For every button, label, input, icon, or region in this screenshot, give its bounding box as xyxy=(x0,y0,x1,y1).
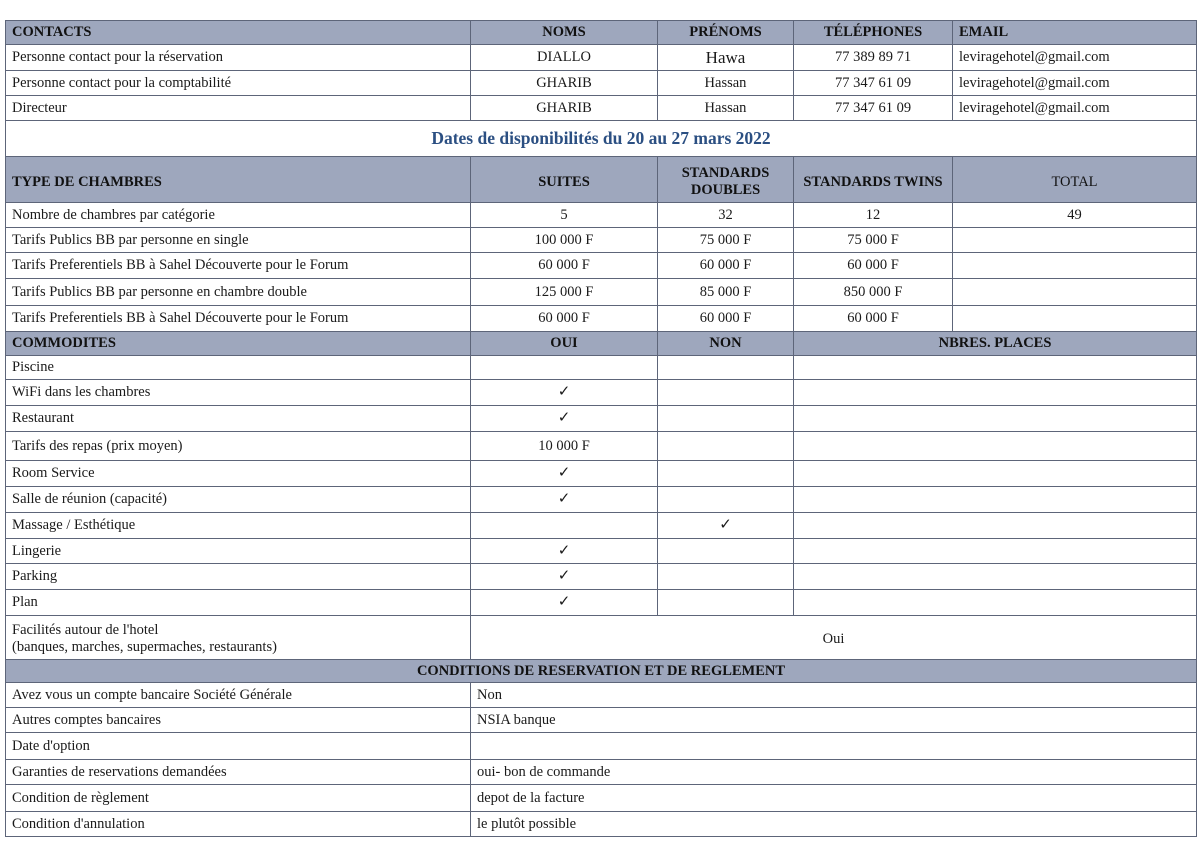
contact-email: leviragehotel@gmail.com xyxy=(953,96,1197,121)
facilities-label xyxy=(6,616,471,660)
amenity-label: Room Service xyxy=(6,461,471,487)
room-doubles-value: 32 xyxy=(658,203,794,228)
amenity-non xyxy=(658,406,794,432)
contact-tel: 77 389 89 71 xyxy=(794,45,953,71)
condition-value: le plutôt possible xyxy=(471,812,1197,837)
amenity-non xyxy=(658,590,794,616)
condition-label: Date d'option xyxy=(6,733,471,760)
amenity-oui: ✓ xyxy=(471,590,658,616)
amenity-oui: ✓ xyxy=(471,380,658,406)
room-row-label: Tarifs Preferentiels BB à Sahel Découverte pour le Forum xyxy=(6,253,471,279)
room-doubles-value: 85 000 F xyxy=(658,279,794,306)
telephones-header: TÉLÉPHONES xyxy=(794,21,953,45)
room-row xyxy=(6,306,1197,332)
amenity-oui: ✓ xyxy=(471,539,658,564)
room-row xyxy=(6,279,1197,306)
amenity-row xyxy=(6,539,1197,564)
conditions-header: CONDITIONS DE RESERVATION ET DE REGLEMENT xyxy=(6,660,1197,683)
amenity-places xyxy=(794,406,1197,432)
room-row-label: Nombre de chambres par catégorie xyxy=(6,203,471,228)
condition-label: Condition d'annulation xyxy=(6,812,471,837)
amenity-places xyxy=(794,356,1197,380)
contact-prenom: Hassan xyxy=(658,71,794,96)
condition-label: Garanties de reservations demandées xyxy=(6,760,471,785)
condition-label: Avez vous un compte bancaire Société Générale xyxy=(6,683,471,708)
room-twins-value: 75 000 F xyxy=(794,228,953,253)
amenity-oui: ✓ xyxy=(471,564,658,590)
contact-role: Personne contact pour la comptabilité xyxy=(6,71,471,96)
contact-nom: DIALLO xyxy=(471,45,658,71)
room-type-header: TYPE DE CHAMBRES xyxy=(6,157,471,203)
standards-doubles-line1: STANDARDS xyxy=(681,165,770,181)
amenity-non xyxy=(658,539,794,564)
room-twins-value: 60 000 F xyxy=(794,253,953,279)
amenity-label: Parking xyxy=(6,564,471,590)
amenity-label: Tarifs des repas (prix moyen) xyxy=(6,432,471,461)
condition-value: oui- bon de commande xyxy=(471,760,1197,785)
amenity-row xyxy=(6,461,1197,487)
contact-row xyxy=(6,96,1197,121)
contact-tel: 77 347 61 09 xyxy=(794,96,953,121)
contact-nom: GHARIB xyxy=(471,71,658,96)
contact-role: Personne contact pour la réservation xyxy=(6,45,471,71)
non-header: NON xyxy=(658,332,794,356)
contact-role: Directeur xyxy=(6,96,471,121)
contact-prenom: Hassan xyxy=(658,96,794,121)
amenity-non xyxy=(658,432,794,461)
amenity-non xyxy=(658,461,794,487)
amenity-oui: 10 000 F xyxy=(471,432,658,461)
facilities-label-line2: (banques, marches, supermaches, restaurants) xyxy=(12,639,277,655)
contact-row xyxy=(6,45,1197,71)
amenity-label: Piscine xyxy=(6,356,471,380)
amenity-oui xyxy=(471,356,658,380)
amenities-header-row xyxy=(6,332,1197,356)
room-row xyxy=(6,203,1197,228)
availability-title: Dates de disponibilités du 20 au 27 mars 2022 xyxy=(6,121,1197,157)
condition-value: depot de la facture xyxy=(471,785,1197,812)
amenity-places xyxy=(794,590,1197,616)
amenity-label: WiFi dans les chambres xyxy=(6,380,471,406)
contact-nom: GHARIB xyxy=(471,96,658,121)
places-header: NBRES. PLACES xyxy=(794,332,1197,356)
room-doubles-value: 60 000 F xyxy=(658,253,794,279)
room-total-value: 49 xyxy=(953,203,1197,228)
amenity-places xyxy=(794,513,1197,539)
room-row xyxy=(6,228,1197,253)
amenity-non: ✓ xyxy=(658,513,794,539)
contacts-header: CONTACTS xyxy=(6,21,471,45)
room-doubles-value: 60 000 F xyxy=(658,306,794,332)
contacts-header-row xyxy=(6,21,1197,45)
room-twins-value: 850 000 F xyxy=(794,279,953,306)
room-twins-value: 12 xyxy=(794,203,953,228)
room-total-value xyxy=(953,253,1197,279)
amenity-row xyxy=(6,590,1197,616)
amenity-places xyxy=(794,539,1197,564)
facilities-label-line1: Facilités autour de l'hotel xyxy=(12,622,159,638)
email-header: EMAIL xyxy=(953,21,1197,45)
amenity-label: Restaurant xyxy=(6,406,471,432)
contact-tel: 77 347 61 09 xyxy=(794,71,953,96)
room-row-label: Tarifs Publics BB par personne en single xyxy=(6,228,471,253)
amenity-row xyxy=(6,380,1197,406)
amenity-row xyxy=(6,432,1197,461)
amenity-label: Massage / Esthétique xyxy=(6,513,471,539)
condition-value xyxy=(471,733,1197,760)
contact-email: leviragehotel@gmail.com xyxy=(953,45,1197,71)
amenity-non xyxy=(658,564,794,590)
condition-row xyxy=(6,760,1197,785)
contact-email: leviragehotel@gmail.com xyxy=(953,71,1197,96)
commodites-header: COMMODITES xyxy=(6,332,471,356)
amenity-places xyxy=(794,487,1197,513)
standards-twins-header: STANDARDS TWINS xyxy=(794,157,953,203)
hotel-info-table xyxy=(5,20,1197,837)
room-row-label: Tarifs Publics BB par personne en chambre double xyxy=(6,279,471,306)
condition-row xyxy=(6,708,1197,733)
amenity-oui: ✓ xyxy=(471,461,658,487)
amenity-row xyxy=(6,406,1197,432)
condition-row xyxy=(6,812,1197,837)
amenity-places xyxy=(794,380,1197,406)
availability-title-row xyxy=(6,121,1197,157)
condition-value: Non xyxy=(471,683,1197,708)
oui-header: OUI xyxy=(471,332,658,356)
facilities-row xyxy=(6,616,1197,660)
room-total-value xyxy=(953,279,1197,306)
amenity-row xyxy=(6,513,1197,539)
condition-label: Autres comptes bancaires xyxy=(6,708,471,733)
amenity-label: Salle de réunion (capacité) xyxy=(6,487,471,513)
facilities-value: Oui xyxy=(471,616,1197,660)
amenity-places xyxy=(794,432,1197,461)
rooms-header-row xyxy=(6,157,1197,203)
contact-prenom: Hawa xyxy=(658,45,794,71)
condition-label: Condition de règlement xyxy=(6,785,471,812)
room-suites-value: 5 xyxy=(471,203,658,228)
prenoms-header: PRÉNOMS xyxy=(658,21,794,45)
condition-row xyxy=(6,733,1197,760)
room-doubles-value: 75 000 F xyxy=(658,228,794,253)
amenity-places xyxy=(794,461,1197,487)
condition-row xyxy=(6,785,1197,812)
amenity-label: Lingerie xyxy=(6,539,471,564)
amenity-places xyxy=(794,564,1197,590)
room-suites-value: 125 000 F xyxy=(471,279,658,306)
room-suites-value: 60 000 F xyxy=(471,306,658,332)
room-suites-value: 60 000 F xyxy=(471,253,658,279)
amenity-row xyxy=(6,564,1197,590)
contact-row xyxy=(6,71,1197,96)
amenity-label: Plan xyxy=(6,590,471,616)
room-row-label: Tarifs Preferentiels BB à Sahel Découverte pour le Forum xyxy=(6,306,471,332)
conditions-header-row xyxy=(6,660,1197,683)
amenity-non xyxy=(658,487,794,513)
total-header: TOTAL xyxy=(953,157,1197,203)
standards-doubles-line2: DOUBLES xyxy=(690,182,761,198)
amenity-non xyxy=(658,356,794,380)
room-total-value xyxy=(953,306,1197,332)
condition-row xyxy=(6,683,1197,708)
amenity-row xyxy=(6,487,1197,513)
room-total-value xyxy=(953,228,1197,253)
condition-value: NSIA banque xyxy=(471,708,1197,733)
amenity-oui: ✓ xyxy=(471,406,658,432)
amenity-oui xyxy=(471,513,658,539)
amenity-row xyxy=(6,356,1197,380)
suites-header: SUITES xyxy=(471,157,658,203)
amenity-non xyxy=(658,380,794,406)
amenity-oui: ✓ xyxy=(471,487,658,513)
room-row xyxy=(6,253,1197,279)
room-suites-value: 100 000 F xyxy=(471,228,658,253)
noms-header: NOMS xyxy=(471,21,658,45)
standards-doubles-header xyxy=(658,157,794,203)
room-twins-value: 60 000 F xyxy=(794,306,953,332)
